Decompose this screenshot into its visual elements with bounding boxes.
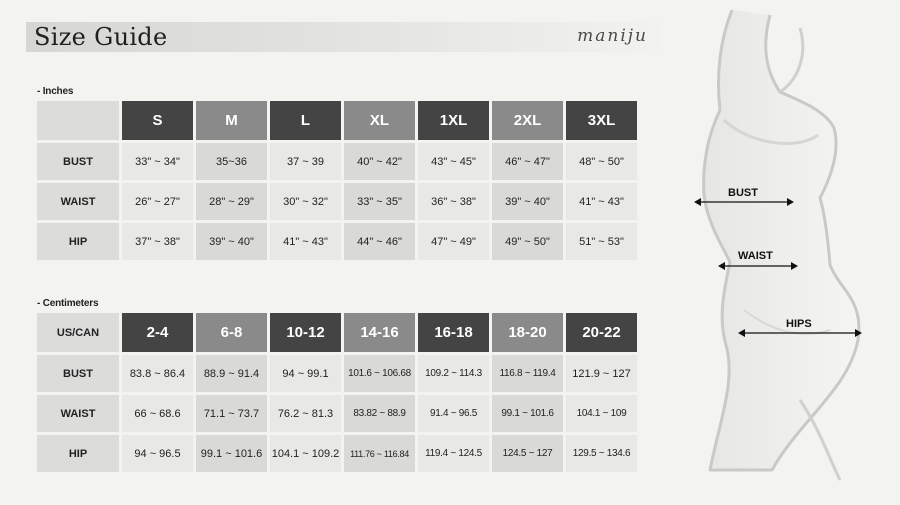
table-row <box>37 223 637 260</box>
table-cell: 35~36 <box>196 143 267 180</box>
size-header: 18-20 <box>492 313 563 352</box>
table-cell: 39" ~ 40" <box>196 223 267 260</box>
size-header: S <box>122 101 193 140</box>
waist-label: WAIST <box>738 250 773 262</box>
table-row <box>37 143 637 180</box>
table-cell: 48" ~ 50" <box>566 143 637 180</box>
table-corner <box>37 101 119 140</box>
table-cell: 99.1 ~ 101.6 <box>196 435 267 472</box>
table-cell: 30" ~ 32" <box>270 183 341 220</box>
centimeters-section-label: - Centimeters <box>37 298 99 309</box>
table-cell: 40" ~ 42" <box>344 143 415 180</box>
table-cell: 28" ~ 29" <box>196 183 267 220</box>
table-cell: 109.2 ~ 114.3 <box>418 355 489 392</box>
row-label: BUST <box>37 355 119 392</box>
size-header: 14-16 <box>344 313 415 352</box>
inches-table <box>34 98 640 263</box>
brand-logo: maniju <box>577 26 648 46</box>
size-header: 6-8 <box>196 313 267 352</box>
table-cell: 94 ~ 96.5 <box>122 435 193 472</box>
table-corner: US/CAN <box>37 313 119 352</box>
table-row <box>37 183 637 220</box>
table-cell: 41" ~ 43" <box>566 183 637 220</box>
table-cell: 116.8 ~ 119.4 <box>492 355 563 392</box>
size-header: 16-18 <box>418 313 489 352</box>
table-cell: 121.9 ~ 127 <box>566 355 637 392</box>
size-header: L <box>270 101 341 140</box>
size-header: 1XL <box>418 101 489 140</box>
table-cell: 83.82 ~ 88.9 <box>344 395 415 432</box>
inches-section-label: - Inches <box>37 86 74 97</box>
size-header: XL <box>344 101 415 140</box>
table-cell: 37" ~ 38" <box>122 223 193 260</box>
table-cell: 46" ~ 47" <box>492 143 563 180</box>
arm-outline <box>780 28 803 92</box>
silhouette-outline <box>704 10 859 470</box>
row-label: HIP <box>37 435 119 472</box>
table-cell: 43" ~ 45" <box>418 143 489 180</box>
table-cell: 83.8 ~ 86.4 <box>122 355 193 392</box>
table-cell: 51" ~ 53" <box>566 223 637 260</box>
leg-outline <box>800 400 840 480</box>
row-label: BUST <box>37 143 119 180</box>
table-cell: 124.5 ~ 127 <box>492 435 563 472</box>
table-row <box>37 395 637 432</box>
table-cell: 119.4 ~ 124.5 <box>418 435 489 472</box>
table-cell: 104.1 ~ 109.2 <box>270 435 341 472</box>
hips-label: HIPS <box>786 318 812 330</box>
table-cell: 88.9 ~ 91.4 <box>196 355 267 392</box>
size-header: M <box>196 101 267 140</box>
table-cell: 26" ~ 27" <box>122 183 193 220</box>
table-cell: 41" ~ 43" <box>270 223 341 260</box>
table-cell: 111.76 ~ 116.84 <box>344 435 415 472</box>
table-cell: 33" ~ 34" <box>122 143 193 180</box>
row-label: WAIST <box>37 183 119 220</box>
table-cell: 76.2 ~ 81.3 <box>270 395 341 432</box>
centimeters-table <box>34 310 640 475</box>
table-cell: 49" ~ 50" <box>492 223 563 260</box>
page-title: Size Guide <box>34 23 168 51</box>
table-row <box>37 355 637 392</box>
size-header: 10-12 <box>270 313 341 352</box>
table-cell: 37 ~ 39 <box>270 143 341 180</box>
table-row <box>37 435 637 472</box>
table-header-row <box>37 313 637 352</box>
table-cell: 47" ~ 49" <box>418 223 489 260</box>
body-silhouette <box>680 0 900 500</box>
table-cell: 33" ~ 35" <box>344 183 415 220</box>
size-header: 3XL <box>566 101 637 140</box>
table-cell: 44" ~ 46" <box>344 223 415 260</box>
table-cell: 104.1 ~ 109 <box>566 395 637 432</box>
row-label: HIP <box>37 223 119 260</box>
table-cell: 91.4 ~ 96.5 <box>418 395 489 432</box>
table-cell: 129.5 ~ 134.6 <box>566 435 637 472</box>
table-cell: 66 ~ 68.6 <box>122 395 193 432</box>
body-figure <box>680 0 900 500</box>
size-header: 2XL <box>492 101 563 140</box>
table-cell: 101.6 ~ 106.68 <box>344 355 415 392</box>
table-cell: 94 ~ 99.1 <box>270 355 341 392</box>
table-cell: 99.1 ~ 101.6 <box>492 395 563 432</box>
bust-label: BUST <box>728 187 758 199</box>
header-bar <box>26 22 660 52</box>
size-header: 20-22 <box>566 313 637 352</box>
row-label: WAIST <box>37 395 119 432</box>
table-cell: 39" ~ 40" <box>492 183 563 220</box>
table-header-row <box>37 101 637 140</box>
size-header: 2-4 <box>122 313 193 352</box>
table-cell: 36" ~ 38" <box>418 183 489 220</box>
table-cell: 71.1 ~ 73.7 <box>196 395 267 432</box>
